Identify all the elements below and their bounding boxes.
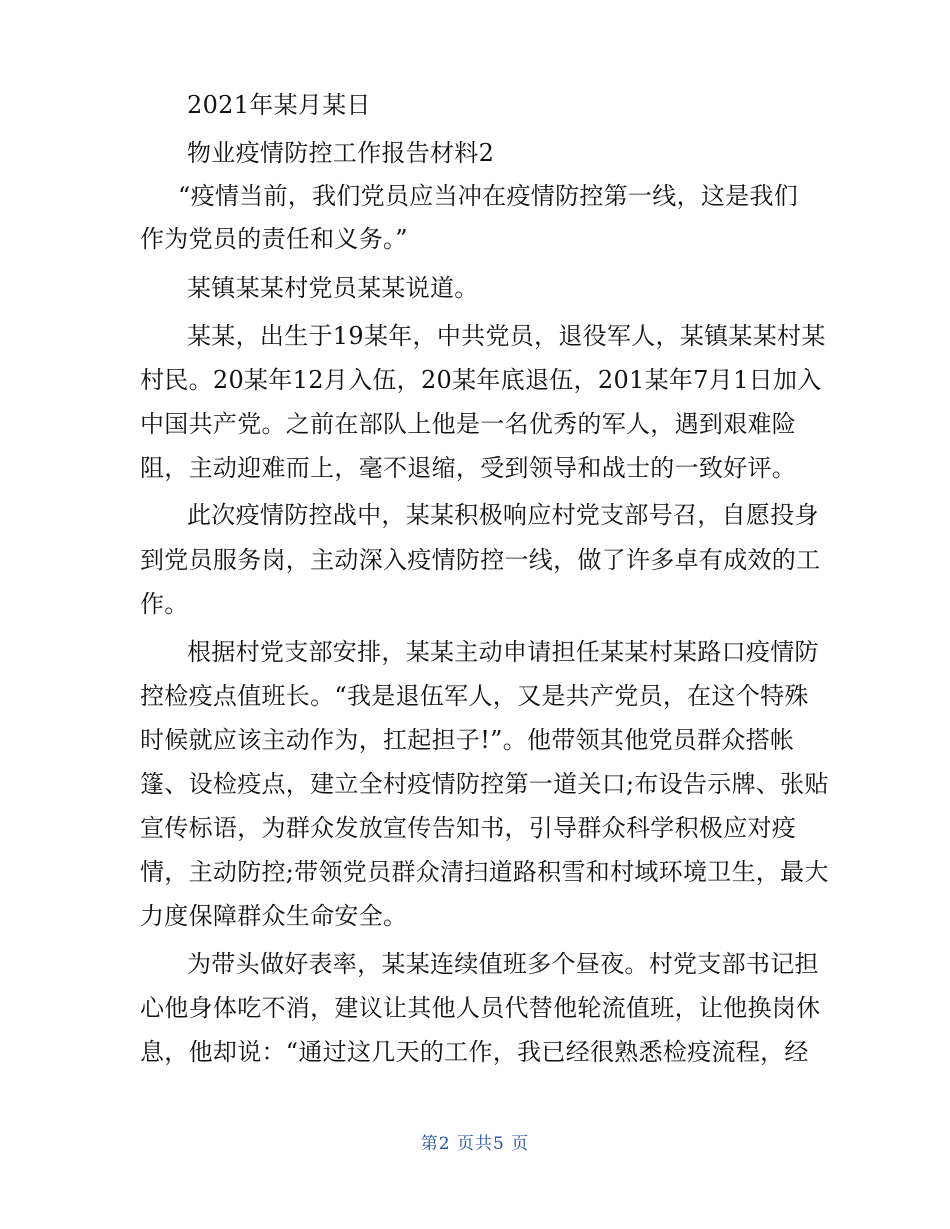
text-line: 心他身体吃不消，建议让其他人员代替他轮流值班，让他换岗休 (140, 994, 821, 1022)
text-line: 此次疫情防控战中，某某积极响应村党支部号召，自愿投身 (187, 501, 819, 529)
text-line: 村民。20某年12月入伍，20某年底退伍，201某年7月1日加入 (140, 366, 822, 394)
text-line: 力度保障群众生命安全。 (140, 902, 408, 930)
text-line: “疫情当前，我们党员应当冲在疫情防控第一线，这是我们 (178, 182, 799, 210)
text-line: 到党员服务岗，主动深入疫情防控一线，做了许多卓有成效的工 (140, 546, 821, 574)
text-line: 篷、设检疫点，建立全村疫情防控第一道关口;布设告示牌、张贴 (140, 770, 829, 798)
text-line: 息，他却说：“通过这几天的工作，我已经很熟悉检疫流程，经 (140, 1038, 809, 1066)
text-line: 中国共产党。之前在部队上他是一名优秀的军人，遇到艰难险 (140, 410, 797, 438)
text-line: 宣传标语，为群众发放宣传告知书，引导群众科学积极应对疫 (140, 814, 797, 842)
text-line: 阻，主动迎难而上，毫不退缩，受到领导和战士的一致好评。 (140, 454, 797, 482)
text-line: 根据村党支部安排，某某主动申请担任某某村某路口疫情防 (187, 638, 819, 666)
page-footer: 第2 页共5 页 (420, 1134, 530, 1154)
text-line: 控检疫点值班长。“我是退伍军人，又是共产党员，在这个特殊 (140, 682, 809, 710)
date-line: 2021年某月某日 (187, 91, 371, 119)
text-line: 某镇某某村党员某某说道。 (187, 274, 479, 302)
text-line: 时候就应该主动作为，扛起担子!”。他带领其他党员群众搭帐 (140, 726, 795, 754)
text-line: 作。 (140, 590, 189, 618)
text-line: 情，主动防控;带领党员群众清扫道路积雪和村域环境卫生，最大 (140, 858, 829, 886)
text-line: 某某，出生于19某年，中共党员，退役军人，某镇某某村某 (187, 322, 826, 350)
text-line: 为带头做好表率，某某连续值班多个昼夜。村党支部书记担 (187, 950, 819, 978)
text-line: 作为党员的责任和义务。” (140, 225, 408, 253)
report-title: 物业疫情防控工作报告材料2 (187, 139, 495, 167)
